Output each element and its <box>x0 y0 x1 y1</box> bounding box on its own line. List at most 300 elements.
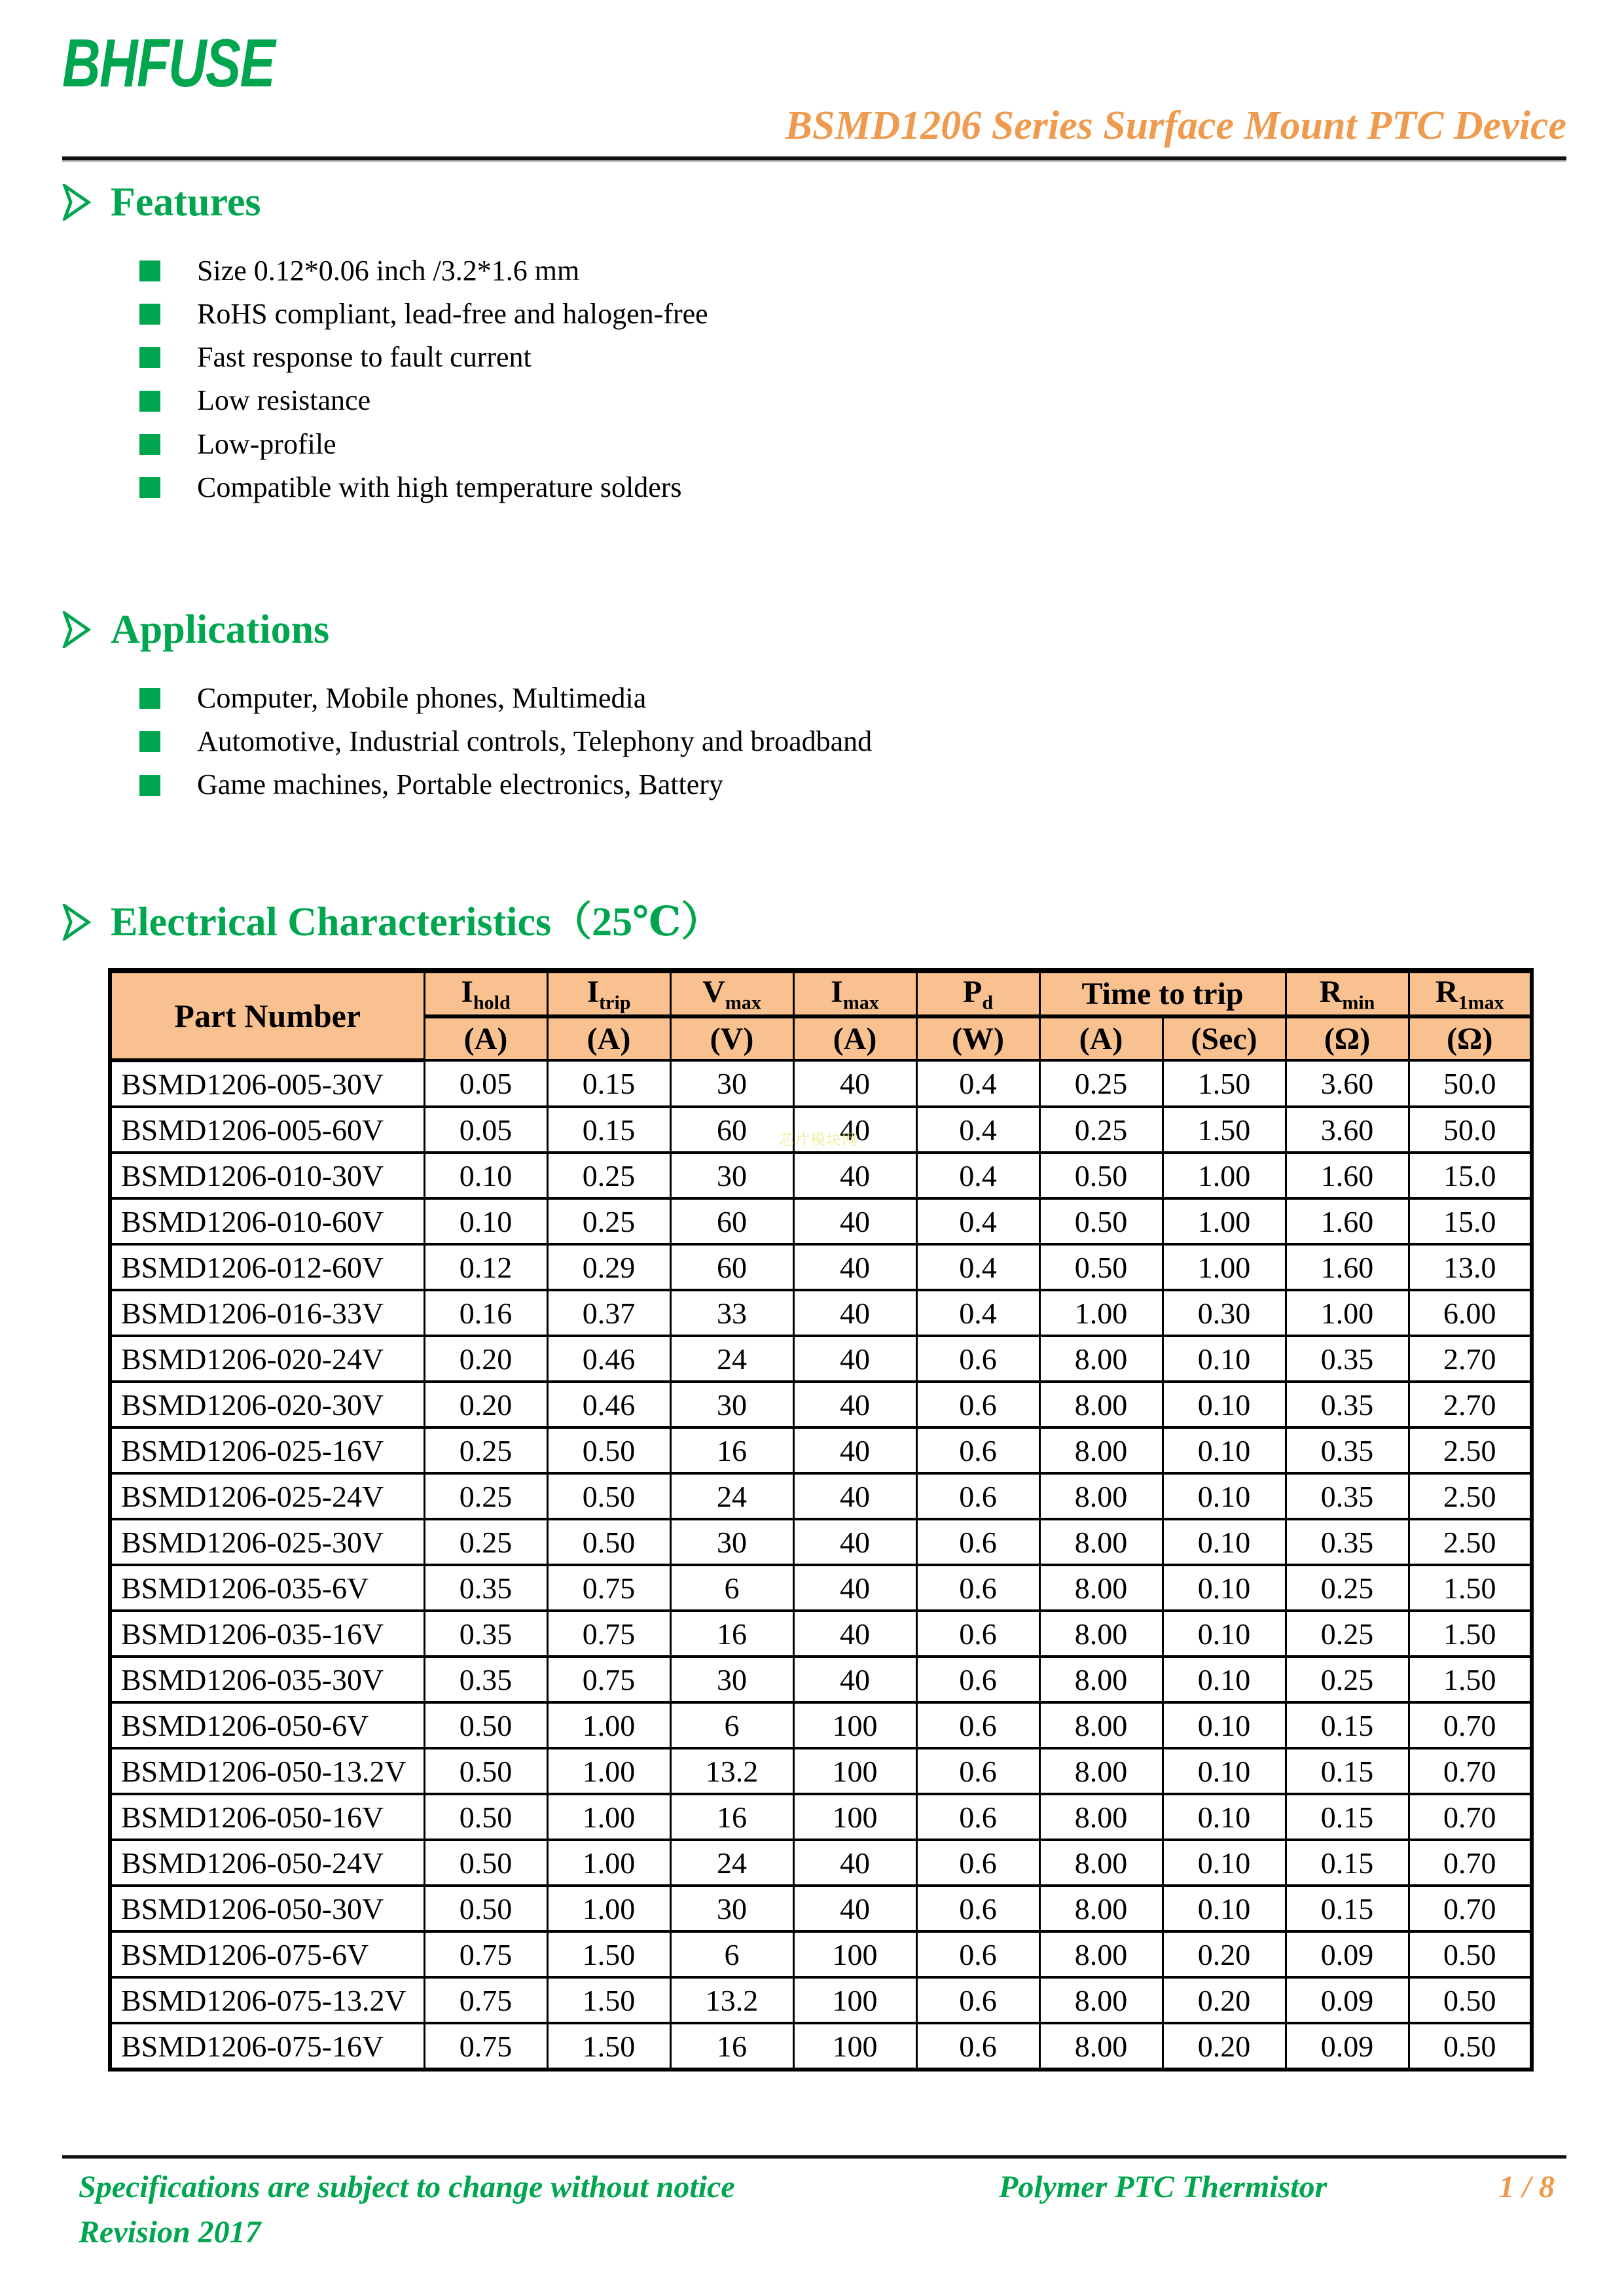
value-cell: 8.00 <box>1039 1473 1163 1519</box>
value-cell: 40 <box>793 1153 916 1198</box>
value-cell: 0.6 <box>916 1565 1039 1611</box>
value-cell: 60 <box>670 1107 793 1153</box>
value-cell: 0.50 <box>547 1427 670 1473</box>
value-cell: 30 <box>670 1382 793 1427</box>
part-number-cell: BSMD1206-020-30V <box>110 1382 424 1427</box>
value-cell: 0.10 <box>424 1198 547 1244</box>
value-cell: 0.50 <box>424 1886 547 1931</box>
value-cell: 0.15 <box>1286 1840 1409 1886</box>
part-number-cell: BSMD1206-025-16V <box>110 1427 424 1473</box>
value-cell: 13.0 <box>1409 1244 1532 1290</box>
part-number-cell: BSMD1206-025-24V <box>110 1473 424 1519</box>
value-cell: 0.6 <box>916 1794 1039 1840</box>
footer-columns <box>62 2169 1566 2250</box>
value-cell: 0.6 <box>916 1886 1039 1931</box>
value-cell: 0.20 <box>1163 1977 1286 2023</box>
value-cell: 0.25 <box>1286 1611 1409 1657</box>
list-item-text: Compatible with high temperature solders <box>197 471 682 503</box>
value-cell: 40 <box>793 1198 916 1244</box>
footer-left-block <box>79 2169 999 2250</box>
value-cell: 0.15 <box>547 1060 670 1107</box>
value-cell: 0.50 <box>547 1519 670 1565</box>
footer-product-name: Polymer PTC Thermistor <box>999 2170 1327 2204</box>
value-cell: 1.50 <box>1409 1657 1532 1702</box>
value-cell: 16 <box>670 1611 793 1657</box>
applications-heading <box>62 607 1566 652</box>
value-cell: 8.00 <box>1039 1611 1163 1657</box>
value-cell: 8.00 <box>1039 1748 1163 1794</box>
part-number-cell: BSMD1206-010-30V <box>110 1153 424 1198</box>
value-cell: 0.29 <box>547 1244 670 1290</box>
table-row <box>110 1473 1532 1519</box>
value-cell: 100 <box>793 1794 916 1840</box>
document-header <box>62 26 1566 160</box>
value-cell: 100 <box>793 1748 916 1794</box>
value-cell: 8.00 <box>1039 1336 1163 1382</box>
value-cell: 40 <box>793 1565 916 1611</box>
square-bullet-icon <box>139 391 160 412</box>
value-cell: 0.6 <box>916 2023 1039 2070</box>
footer-note: Specifications are subject to change without notice <box>79 2170 735 2204</box>
value-cell: 0.35 <box>1286 1519 1409 1565</box>
value-cell: 8.00 <box>1039 1427 1163 1473</box>
part-number-cell: BSMD1206-075-6V <box>110 1931 424 1977</box>
value-cell: 6 <box>670 1702 793 1748</box>
value-cell: 2.50 <box>1409 1519 1532 1565</box>
header-divider <box>62 156 1566 160</box>
value-cell: 0.25 <box>424 1473 547 1519</box>
value-cell: 0.4 <box>916 1290 1039 1336</box>
list-item <box>139 255 1566 287</box>
value-cell: 24 <box>670 1840 793 1886</box>
col-header-ihold <box>424 971 547 1017</box>
table-row <box>110 1840 1532 1886</box>
part-number-cell: BSMD1206-035-30V <box>110 1657 424 1702</box>
value-cell: 0.50 <box>1039 1244 1163 1290</box>
part-number-header: Part Number <box>110 971 424 1061</box>
value-cell: 0.25 <box>547 1198 670 1244</box>
value-cell: 16 <box>670 2023 793 2070</box>
part-number-cell: BSMD1206-005-60V <box>110 1107 424 1153</box>
part-number-cell: BSMD1206-050-13.2V <box>110 1748 424 1794</box>
col-header-pd <box>916 971 1039 1017</box>
document-title: BSMD1206 Series Surface Mount PTC Device <box>785 103 1566 148</box>
part-number-cell: BSMD1206-025-30V <box>110 1519 424 1565</box>
symbol-base: P <box>962 974 983 1009</box>
value-cell: 0.25 <box>1039 1107 1163 1153</box>
unit-cell: (Sec) <box>1163 1016 1286 1060</box>
value-cell: 0.10 <box>1163 1840 1286 1886</box>
list-item <box>139 725 1566 758</box>
value-cell: 30 <box>670 1153 793 1198</box>
value-cell: 24 <box>670 1336 793 1382</box>
value-cell: 8.00 <box>1039 1794 1163 1840</box>
value-cell: 1.60 <box>1286 1244 1409 1290</box>
value-cell: 6 <box>670 1565 793 1611</box>
value-cell: 0.46 <box>547 1336 670 1382</box>
value-cell: 0.20 <box>1163 2023 1286 2070</box>
value-cell: 0.6 <box>916 1427 1039 1473</box>
list-item-text: Low resistance <box>197 384 371 417</box>
symbol-base: R <box>1319 974 1343 1009</box>
footer-page-number: 1 / 8 <box>1498 2170 1555 2204</box>
value-cell: 0.50 <box>424 1748 547 1794</box>
title-row <box>62 105 1566 146</box>
value-cell: 0.25 <box>1286 1565 1409 1611</box>
features-list <box>139 255 1566 504</box>
value-cell: 0.35 <box>1286 1427 1409 1473</box>
value-cell: 40 <box>793 1657 916 1702</box>
value-cell: 100 <box>793 1977 916 2023</box>
value-cell: 1.00 <box>1163 1198 1286 1244</box>
arrow-bullet-icon <box>62 611 91 648</box>
table-row <box>110 1886 1532 1931</box>
value-cell: 1.00 <box>1039 1290 1163 1336</box>
value-cell: 0.35 <box>1286 1336 1409 1382</box>
value-cell: 0.10 <box>1163 1702 1286 1748</box>
value-cell: 0.15 <box>1286 1886 1409 1931</box>
list-item-text: RoHS compliant, lead-free and halogen-free <box>197 298 708 331</box>
symbol-sub: hold <box>473 992 511 1014</box>
value-cell: 8.00 <box>1039 1840 1163 1886</box>
value-cell: 0.10 <box>1163 1336 1286 1382</box>
value-cell: 0.6 <box>916 1931 1039 1977</box>
value-cell: 0.10 <box>1163 1886 1286 1931</box>
value-cell: 40 <box>793 1107 916 1153</box>
part-number-cell: BSMD1206-016-33V <box>110 1290 424 1336</box>
col-header-itrip <box>547 971 670 1017</box>
value-cell: 0.05 <box>424 1107 547 1153</box>
table-header-row-symbols <box>110 971 1532 1017</box>
value-cell: 40 <box>793 1427 916 1473</box>
value-cell: 0.10 <box>1163 1382 1286 1427</box>
features-section <box>62 180 1566 504</box>
value-cell: 0.25 <box>1286 1657 1409 1702</box>
value-cell: 1.00 <box>547 1748 670 1794</box>
value-cell: 40 <box>793 1519 916 1565</box>
value-cell: 24 <box>670 1473 793 1519</box>
value-cell: 0.6 <box>916 1977 1039 2023</box>
value-cell: 0.6 <box>916 1382 1039 1427</box>
symbol-sub: 1max <box>1458 992 1504 1014</box>
square-bullet-icon <box>139 477 160 498</box>
table-row <box>110 1244 1532 1290</box>
value-cell: 6.00 <box>1409 1290 1532 1336</box>
table-row <box>110 1977 1532 2023</box>
value-cell: 0.75 <box>547 1611 670 1657</box>
value-cell: 6 <box>670 1931 793 1977</box>
value-cell: 0.09 <box>1286 1977 1409 2023</box>
list-item <box>139 471 1566 504</box>
value-cell: 0.09 <box>1286 2023 1409 2070</box>
value-cell: 0.30 <box>1163 1290 1286 1336</box>
value-cell: 0.10 <box>1163 1473 1286 1519</box>
value-cell: 0.4 <box>916 1153 1039 1198</box>
value-cell: 0.09 <box>1286 1931 1409 1977</box>
value-cell: 60 <box>670 1198 793 1244</box>
part-number-cell: BSMD1206-035-6V <box>110 1565 424 1611</box>
value-cell: 0.4 <box>916 1244 1039 1290</box>
arrow-bullet-icon <box>62 184 91 221</box>
list-item-text: Game machines, Portable electronics, Battery <box>197 768 723 801</box>
table-row <box>110 1794 1532 1840</box>
value-cell: 30 <box>670 1657 793 1702</box>
value-cell: 40 <box>793 1244 916 1290</box>
value-cell: 1.00 <box>1163 1153 1286 1198</box>
part-number-cell: BSMD1206-050-24V <box>110 1840 424 1886</box>
value-cell: 16 <box>670 1427 793 1473</box>
value-cell: 0.6 <box>916 1611 1039 1657</box>
value-cell: 40 <box>793 1473 916 1519</box>
value-cell: 13.2 <box>670 1748 793 1794</box>
table-row <box>110 1060 1532 1107</box>
value-cell: 15.0 <box>1409 1153 1532 1198</box>
unit-cell: (Ω) <box>1286 1016 1409 1060</box>
symbol-sub: d <box>982 992 993 1014</box>
unit-cell: (Ω) <box>1409 1016 1532 1060</box>
table-row <box>110 1427 1532 1473</box>
electrical-characteristics-section <box>62 900 1566 2072</box>
symbol-sub: max <box>725 992 761 1014</box>
value-cell: 0.20 <box>424 1382 547 1427</box>
symbol-base: I <box>831 974 843 1009</box>
unit-cell: (V) <box>670 1016 793 1060</box>
footer-divider <box>62 2155 1566 2159</box>
square-bullet-icon <box>139 731 160 752</box>
applications-section <box>62 607 1566 802</box>
table-row <box>110 1565 1532 1611</box>
col-header-imax <box>793 971 916 1017</box>
symbol-base: V <box>702 974 725 1009</box>
value-cell: 3.60 <box>1286 1107 1409 1153</box>
value-cell: 8.00 <box>1039 1931 1163 1977</box>
value-cell: 0.50 <box>1409 2023 1532 2070</box>
value-cell: 1.50 <box>547 1977 670 2023</box>
value-cell: 1.00 <box>1163 1244 1286 1290</box>
value-cell: 0.25 <box>1039 1060 1163 1107</box>
square-bullet-icon <box>139 688 160 709</box>
value-cell: 40 <box>793 1336 916 1382</box>
value-cell: 0.75 <box>424 1931 547 1977</box>
value-cell: 0.50 <box>1409 1977 1532 2023</box>
value-cell: 100 <box>793 1702 916 1748</box>
table-row <box>110 1519 1532 1565</box>
value-cell: 0.70 <box>1409 1702 1532 1748</box>
value-cell: 15.0 <box>1409 1198 1532 1244</box>
table-row <box>110 1198 1532 1244</box>
value-cell: 0.15 <box>1286 1702 1409 1748</box>
table-row <box>110 1748 1532 1794</box>
list-item <box>139 384 1566 417</box>
list-item-text: Fast response to fault current <box>197 341 532 374</box>
value-cell: 0.4 <box>916 1198 1039 1244</box>
value-cell: 40 <box>793 1060 916 1107</box>
features-heading-text: Features <box>111 179 261 224</box>
value-cell: 1.50 <box>1163 1060 1286 1107</box>
unit-cell: (A) <box>547 1016 670 1060</box>
table-row <box>110 1153 1532 1198</box>
value-cell: 40 <box>793 1611 916 1657</box>
value-cell: 0.50 <box>424 1702 547 1748</box>
table-row <box>110 2023 1532 2070</box>
value-cell: 1.60 <box>1286 1153 1409 1198</box>
square-bullet-icon <box>139 260 160 281</box>
part-number-cell: BSMD1206-035-16V <box>110 1611 424 1657</box>
value-cell: 0.6 <box>916 1657 1039 1702</box>
unit-cell: (W) <box>916 1016 1039 1060</box>
value-cell: 40 <box>793 1840 916 1886</box>
table-row <box>110 1702 1532 1748</box>
list-item-text: Size 0.12*0.06 inch /3.2*1.6 mm <box>197 254 580 287</box>
value-cell: 8.00 <box>1039 1382 1163 1427</box>
value-cell: 0.6 <box>916 1473 1039 1519</box>
value-cell: 1.50 <box>547 1931 670 1977</box>
table-body <box>110 1060 1532 2070</box>
value-cell: 0.35 <box>424 1657 547 1702</box>
value-cell: 2.50 <box>1409 1427 1532 1473</box>
value-cell: 40 <box>793 1290 916 1336</box>
value-cell: 2.70 <box>1409 1336 1532 1382</box>
value-cell: 50.0 <box>1409 1107 1532 1153</box>
page-footer <box>62 2155 1566 2250</box>
value-cell: 1.50 <box>547 2023 670 2070</box>
col-header-vmax <box>670 971 793 1017</box>
list-item <box>139 682 1566 715</box>
table-row <box>110 1290 1532 1336</box>
symbol-base: I <box>586 974 600 1009</box>
square-bullet-icon <box>139 775 160 796</box>
value-cell: 0.4 <box>916 1060 1039 1107</box>
value-cell: 30 <box>670 1060 793 1107</box>
footer-revision: Revision 2017 <box>79 2215 261 2250</box>
list-item-text: Computer, Mobile phones, Multimedia <box>197 682 647 715</box>
square-bullet-icon <box>139 434 160 455</box>
table-row <box>110 1931 1532 1977</box>
value-cell: 0.75 <box>547 1657 670 1702</box>
value-cell: 1.60 <box>1286 1198 1409 1244</box>
value-cell: 0.25 <box>424 1427 547 1473</box>
value-cell: 0.10 <box>1163 1657 1286 1702</box>
watermark-text: 芯片模块网 <box>779 1131 857 1149</box>
value-cell: 0.15 <box>1286 1748 1409 1794</box>
value-cell: 3.60 <box>1286 1060 1409 1107</box>
value-cell: 0.6 <box>916 1519 1039 1565</box>
part-number-cell: BSMD1206-075-13.2V <box>110 1977 424 2023</box>
col-header-r1max <box>1409 971 1532 1017</box>
col-header-time-to-trip: Time to trip <box>1039 971 1286 1017</box>
value-cell: 8.00 <box>1039 1702 1163 1748</box>
part-number-cell: BSMD1206-050-30V <box>110 1886 424 1931</box>
electrical-characteristics-table <box>108 968 1534 2072</box>
value-cell: 0.75 <box>424 1977 547 2023</box>
value-cell: 0.50 <box>1039 1198 1163 1244</box>
list-item-text: Low-profile <box>197 427 336 460</box>
value-cell: 0.6 <box>916 1336 1039 1382</box>
value-cell: 0.35 <box>424 1611 547 1657</box>
value-cell: 0.4 <box>916 1107 1039 1153</box>
value-cell: 0.70 <box>1409 1794 1532 1840</box>
table-header <box>110 971 1532 1061</box>
value-cell: 0.70 <box>1409 1886 1532 1931</box>
value-cell: 0.20 <box>1163 1931 1286 1977</box>
part-number-cell: BSMD1206-012-60V <box>110 1244 424 1290</box>
value-cell: 0.20 <box>424 1336 547 1382</box>
value-cell: 0.10 <box>1163 1519 1286 1565</box>
value-cell: 0.10 <box>424 1153 547 1198</box>
value-cell: 1.50 <box>1409 1565 1532 1611</box>
part-number-cell: BSMD1206-050-6V <box>110 1702 424 1748</box>
value-cell: 0.10 <box>1163 1794 1286 1840</box>
value-cell: 13.2 <box>670 1977 793 2023</box>
unit-cell: (A) <box>793 1016 916 1060</box>
value-cell: 2.50 <box>1409 1473 1532 1519</box>
value-cell: 8.00 <box>1039 1977 1163 2023</box>
unit-cell: (A) <box>1039 1016 1163 1060</box>
value-cell: 0.37 <box>547 1290 670 1336</box>
applications-list <box>139 682 1566 801</box>
value-cell: 30 <box>670 1886 793 1931</box>
value-cell: 30 <box>670 1519 793 1565</box>
value-cell: 0.10 <box>1163 1565 1286 1611</box>
value-cell: 0.70 <box>1409 1840 1532 1886</box>
features-heading <box>62 180 1566 224</box>
applications-heading-text: Applications <box>111 607 330 652</box>
value-cell: 0.10 <box>1163 1748 1286 1794</box>
value-cell: 0.50 <box>547 1473 670 1519</box>
value-cell: 0.15 <box>1286 1794 1409 1840</box>
value-cell: 0.6 <box>916 1748 1039 1794</box>
square-bullet-icon <box>139 304 160 325</box>
arrow-bullet-icon <box>62 904 91 941</box>
value-cell: 1.00 <box>547 1840 670 1886</box>
value-cell: 0.6 <box>916 1840 1039 1886</box>
value-cell: 0.15 <box>547 1107 670 1153</box>
value-cell: 8.00 <box>1039 1519 1163 1565</box>
value-cell: 0.05 <box>424 1060 547 1107</box>
table-row <box>110 1657 1532 1702</box>
value-cell: 0.35 <box>424 1565 547 1611</box>
symbol-base: I <box>461 974 473 1009</box>
unit-cell: (A) <box>424 1016 547 1060</box>
value-cell: 0.75 <box>547 1565 670 1611</box>
value-cell: 0.35 <box>1286 1473 1409 1519</box>
value-cell: 0.50 <box>424 1794 547 1840</box>
value-cell: 100 <box>793 2023 916 2070</box>
part-number-cell: BSMD1206-075-16V <box>110 2023 424 2070</box>
value-cell: 33 <box>670 1290 793 1336</box>
symbol-sub: trip <box>599 992 631 1014</box>
table-row <box>110 1107 1532 1153</box>
electrical-heading <box>62 900 1566 944</box>
value-cell: 1.50 <box>1163 1107 1286 1153</box>
col-header-rmin <box>1286 971 1409 1017</box>
value-cell: 0.46 <box>547 1382 670 1427</box>
value-cell: 2.70 <box>1409 1382 1532 1427</box>
value-cell: 0.12 <box>424 1244 547 1290</box>
value-cell: 40 <box>793 1886 916 1931</box>
electrical-heading-text: Electrical Characteristics（25℃） <box>111 899 722 944</box>
value-cell: 0.50 <box>424 1840 547 1886</box>
value-cell: 0.50 <box>1039 1153 1163 1198</box>
symbol-sub: max <box>842 992 879 1014</box>
value-cell: 0.10 <box>1163 1611 1286 1657</box>
value-cell: 1.00 <box>547 1702 670 1748</box>
value-cell: 16 <box>670 1794 793 1840</box>
value-cell: 50.0 <box>1409 1060 1532 1107</box>
value-cell: 0.75 <box>424 2023 547 2070</box>
value-cell: 0.10 <box>1163 1427 1286 1473</box>
value-cell: 1.00 <box>547 1794 670 1840</box>
